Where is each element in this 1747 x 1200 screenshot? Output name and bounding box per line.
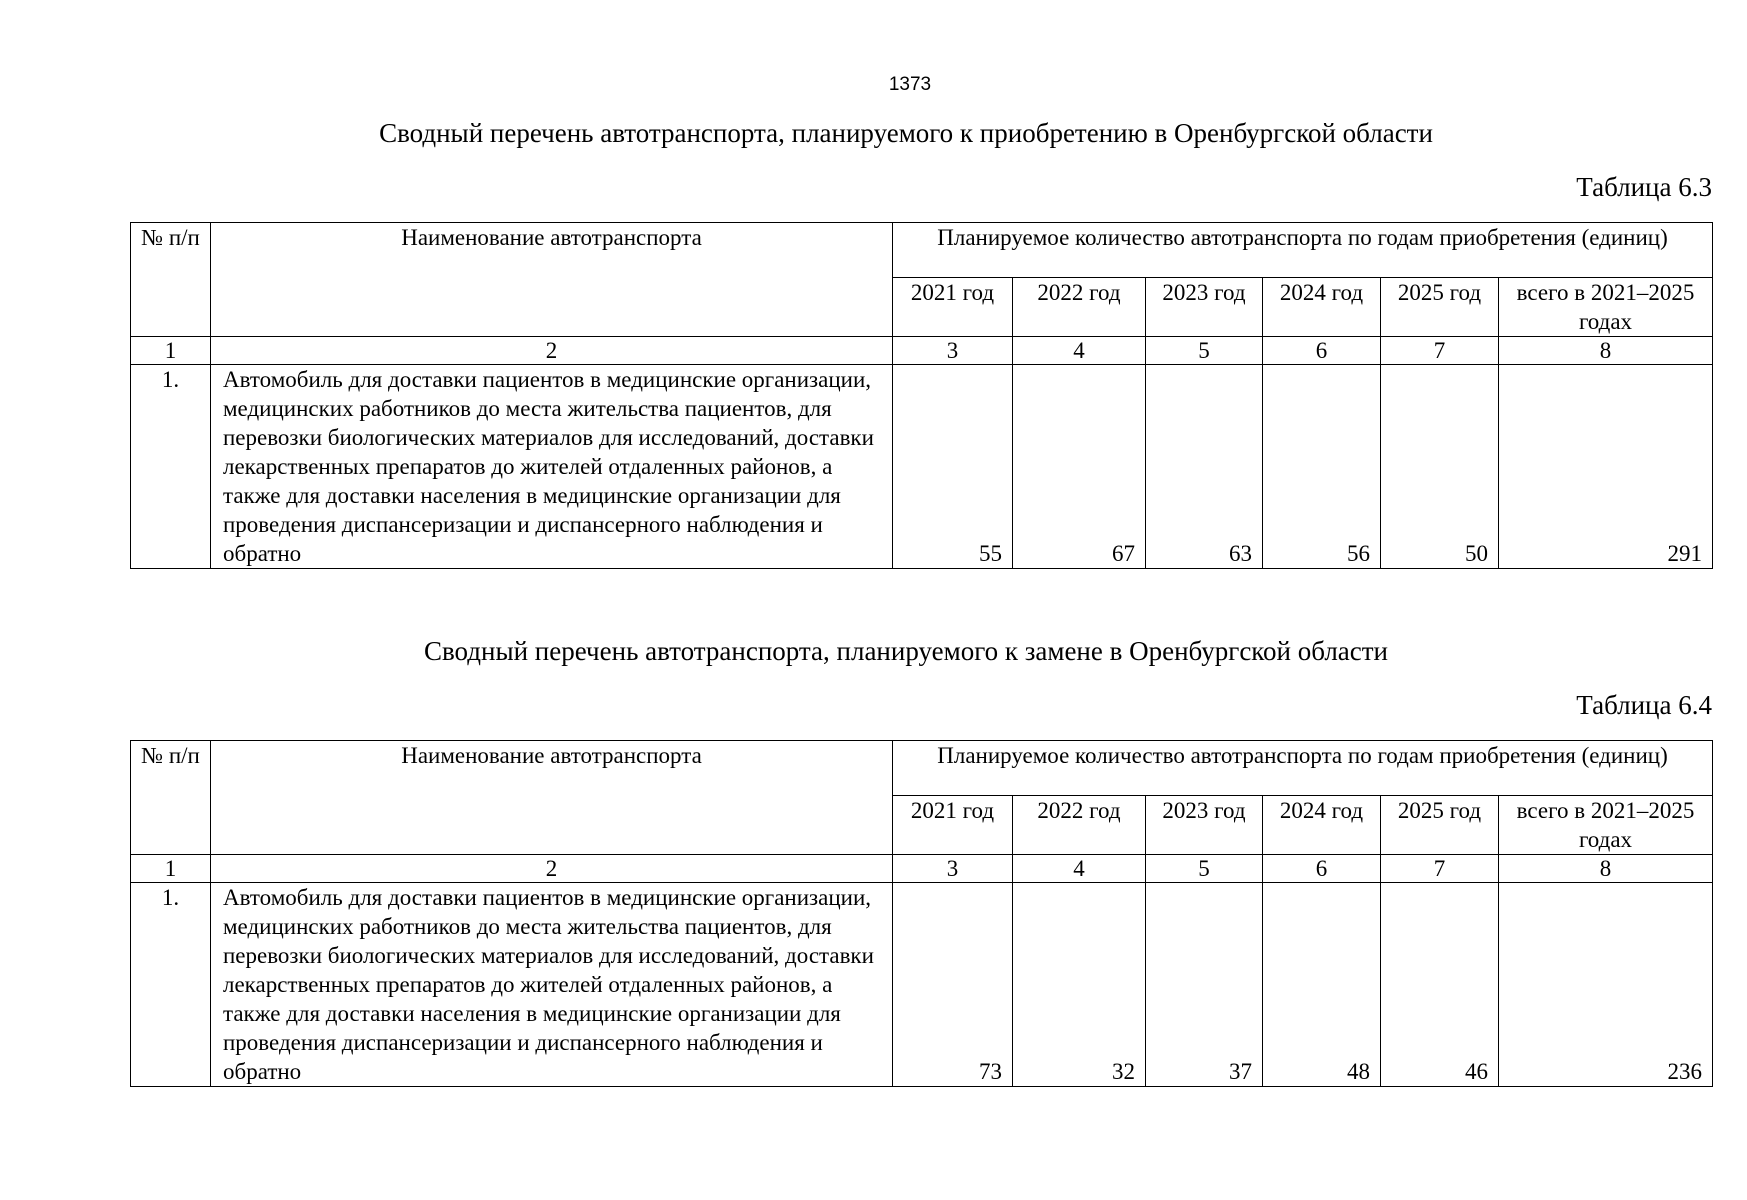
header-col-group: Планируемое количество автотранспорта по годам приобретения (единиц): [893, 223, 1713, 278]
value-2025: 50: [1381, 365, 1499, 569]
value-2023: 37: [1146, 883, 1263, 1087]
value-2021: 73: [893, 883, 1013, 1087]
colnum-2: 2: [211, 337, 893, 365]
colnum-4: 4: [1013, 855, 1146, 883]
colnum-8: 8: [1499, 337, 1713, 365]
header-col-group: Планируемое количество автотранспорта по годам приобретения (единиц): [893, 741, 1713, 796]
value-2022: 67: [1013, 365, 1146, 569]
value-2021: 55: [893, 365, 1013, 569]
row-name: Автомобиль для доставки пациентов в медицинские организации, медицинских работников до места жительства пациентов, для перевозки биологических материалов для исследований, доставки лекарственных препаратов до жителей отдаленных районов, а также для доставки населения в медицинские организации для проведения диспансеризации и диспансерного наблюдения и обратно: [211, 365, 893, 569]
value-total: 291: [1499, 365, 1713, 569]
table-1-label: Таблица 6.3: [1576, 172, 1712, 202]
table-1-title: Сводный перечень автотранспорта, планируемого к приобретению в Оренбургской области: [379, 118, 1433, 148]
header-year-2024: 2024 год: [1263, 278, 1381, 337]
value-2024: 48: [1263, 883, 1381, 1087]
header-total: всего в 2021–2025 годах: [1499, 278, 1713, 337]
colnum-5: 5: [1146, 337, 1263, 365]
table-row: [131, 365, 1713, 569]
value-2024: 56: [1263, 365, 1381, 569]
colnum-4: 4: [1013, 337, 1146, 365]
header-year-2025: 2025 год: [1381, 796, 1499, 855]
table-2-title: Сводный перечень автотранспорта, планируемого к замене в Оренбургской области: [423, 636, 1389, 666]
header-year-2023: 2023 год: [1146, 796, 1263, 855]
value-2023: 63: [1146, 365, 1263, 569]
table-row: [131, 883, 1713, 1087]
table-1-colnum-row: [131, 337, 1713, 365]
table-2: [130, 740, 1713, 1087]
row-number: 1.: [131, 883, 211, 1087]
header-year-2021: 2021 год: [893, 278, 1013, 337]
value-total: 236: [1499, 883, 1713, 1087]
table-1: [130, 222, 1713, 569]
colnum-7: 7: [1381, 337, 1499, 365]
value-2025: 46: [1381, 883, 1499, 1087]
row-number: 1.: [131, 365, 211, 569]
colnum-6: 6: [1263, 337, 1381, 365]
colnum-8: 8: [1499, 855, 1713, 883]
header-year-2025: 2025 год: [1381, 278, 1499, 337]
header-year-2023: 2023 год: [1146, 278, 1263, 337]
colnum-6: 6: [1263, 855, 1381, 883]
colnum-7: 7: [1381, 855, 1499, 883]
header-total: всего в 2021–2025 годах: [1499, 796, 1713, 855]
table-2-colnum-row: [131, 855, 1713, 883]
page-number: 1373: [888, 74, 932, 95]
header-col-number: № п/п: [131, 223, 211, 337]
header-year-2024: 2024 год: [1263, 796, 1381, 855]
header-col-name: Наименование автотранспорта: [211, 223, 893, 337]
header-col-name: Наименование автотранспорта: [211, 741, 893, 855]
colnum-3: 3: [893, 855, 1013, 883]
value-2022: 32: [1013, 883, 1146, 1087]
row-name: Автомобиль для доставки пациентов в медицинские организации, медицинских работников до места жительства пациентов, для перевозки биологических материалов для исследований, доставки лекарственных препаратов до жителей отдаленных районов, а также для доставки населения в медицинские организации для проведения диспансеризации и диспансерного наблюдения и обратно: [211, 883, 893, 1087]
table-1-header-row: [131, 223, 1713, 278]
colnum-3: 3: [893, 337, 1013, 365]
header-year-2021: 2021 год: [893, 796, 1013, 855]
header-year-2022: 2022 год: [1013, 278, 1146, 337]
colnum-1: 1: [131, 337, 211, 365]
colnum-1: 1: [131, 855, 211, 883]
colnum-5: 5: [1146, 855, 1263, 883]
table-2-label: Таблица 6.4: [1576, 690, 1712, 720]
colnum-2: 2: [211, 855, 893, 883]
header-col-number: № п/п: [131, 741, 211, 855]
header-year-2022: 2022 год: [1013, 796, 1146, 855]
table-2-header-row: [131, 741, 1713, 796]
